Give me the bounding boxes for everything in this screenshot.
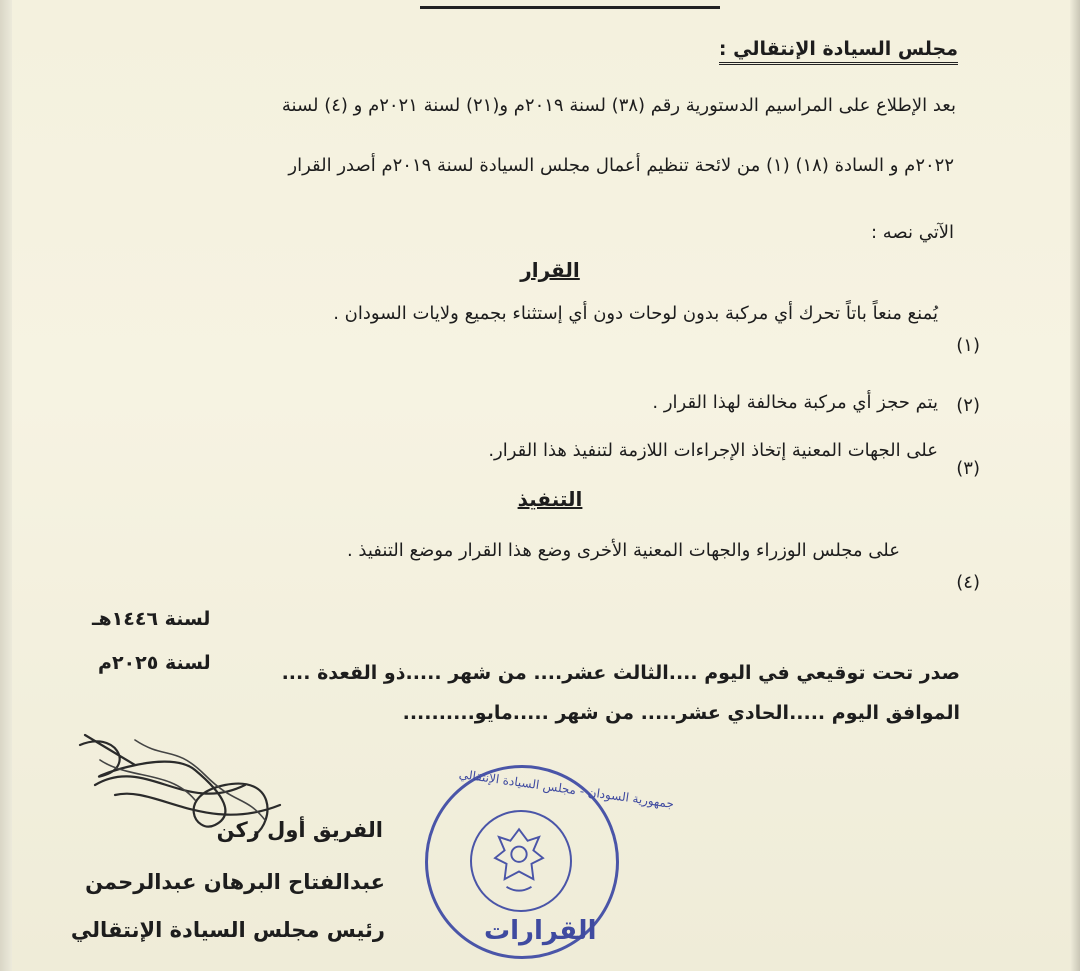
stamp-bottom-text: القرارات <box>484 916 597 946</box>
top-rule <box>420 0 720 9</box>
execution-title: التنفيذ <box>517 487 583 511</box>
gregorian-date-line: الموافق اليوم .....الحادي عشر..... من شهر .....مايو.......... <box>402 702 960 724</box>
preamble-line-2: ٢٠٢٢م و السادة (١٨) (١) من لائحة تنظيم أعمال مجلس السيادة لسنة ٢٠١٩م أصدر القرار <box>288 155 954 176</box>
hijri-year: لسنة ١٤٤٦هـ <box>92 608 211 630</box>
decision-title: القرار <box>520 258 580 282</box>
preamble-line-1: بعد الإطلاع على المراسيم الدستورية رقم (٣٨) لسنة ٢٠١٩م و(٢١) لسنة ٢٠٢١م و (٤) لسنة <box>281 95 956 116</box>
stamp-emblem-ring <box>470 810 572 912</box>
official-seal-stamp <box>425 765 675 959</box>
signatory-name: عبدالفتاح البرهان عبدالرحمن <box>85 870 385 894</box>
gregorian-year: لسنة ٢٠٢٥م <box>98 652 211 674</box>
signatory-position: رئيس مجلس السيادة الإنتقالي <box>70 918 385 942</box>
signatory-rank: الفريق أول ركن <box>216 818 383 842</box>
item-number: (٤) <box>956 572 980 593</box>
item-number: (١) <box>956 335 980 356</box>
page-edge-left <box>0 0 12 971</box>
execution-item: على مجلس الوزراء والجهات المعنية الأخرى وضع هذا القرار موضع التنفيذ . <box>346 540 900 561</box>
page-edge-right <box>1070 0 1080 971</box>
council-heading: مجلس السيادة الإنتقالي : <box>719 38 958 65</box>
stamp-ring-text: جمهورية السودان - مجلس السيادة الإنتقالي <box>458 766 675 812</box>
item-number: (٣) <box>956 458 980 479</box>
decision-item: يتم حجز أي مركبة مخالفة لهذا القرار . <box>652 392 938 413</box>
item-number: (٢) <box>956 395 980 416</box>
decision-item: يُمنع منعاً باتاً تحرك أي مركبة بدون لوحات دون أي إستثناء بجميع ولايات السودان . <box>333 303 938 324</box>
hijri-date-line: صدر تحت توقيعي في اليوم ....الثالث عشر.... من شهر .....ذو القعدة .... <box>281 662 960 684</box>
preamble-line-3: الآتي نصه : <box>870 222 954 243</box>
eagle-emblem-icon <box>472 812 566 906</box>
decision-item: على الجهات المعنية إتخاذ الإجراءات اللازمة لتنفيذ هذا القرار. <box>488 440 938 461</box>
